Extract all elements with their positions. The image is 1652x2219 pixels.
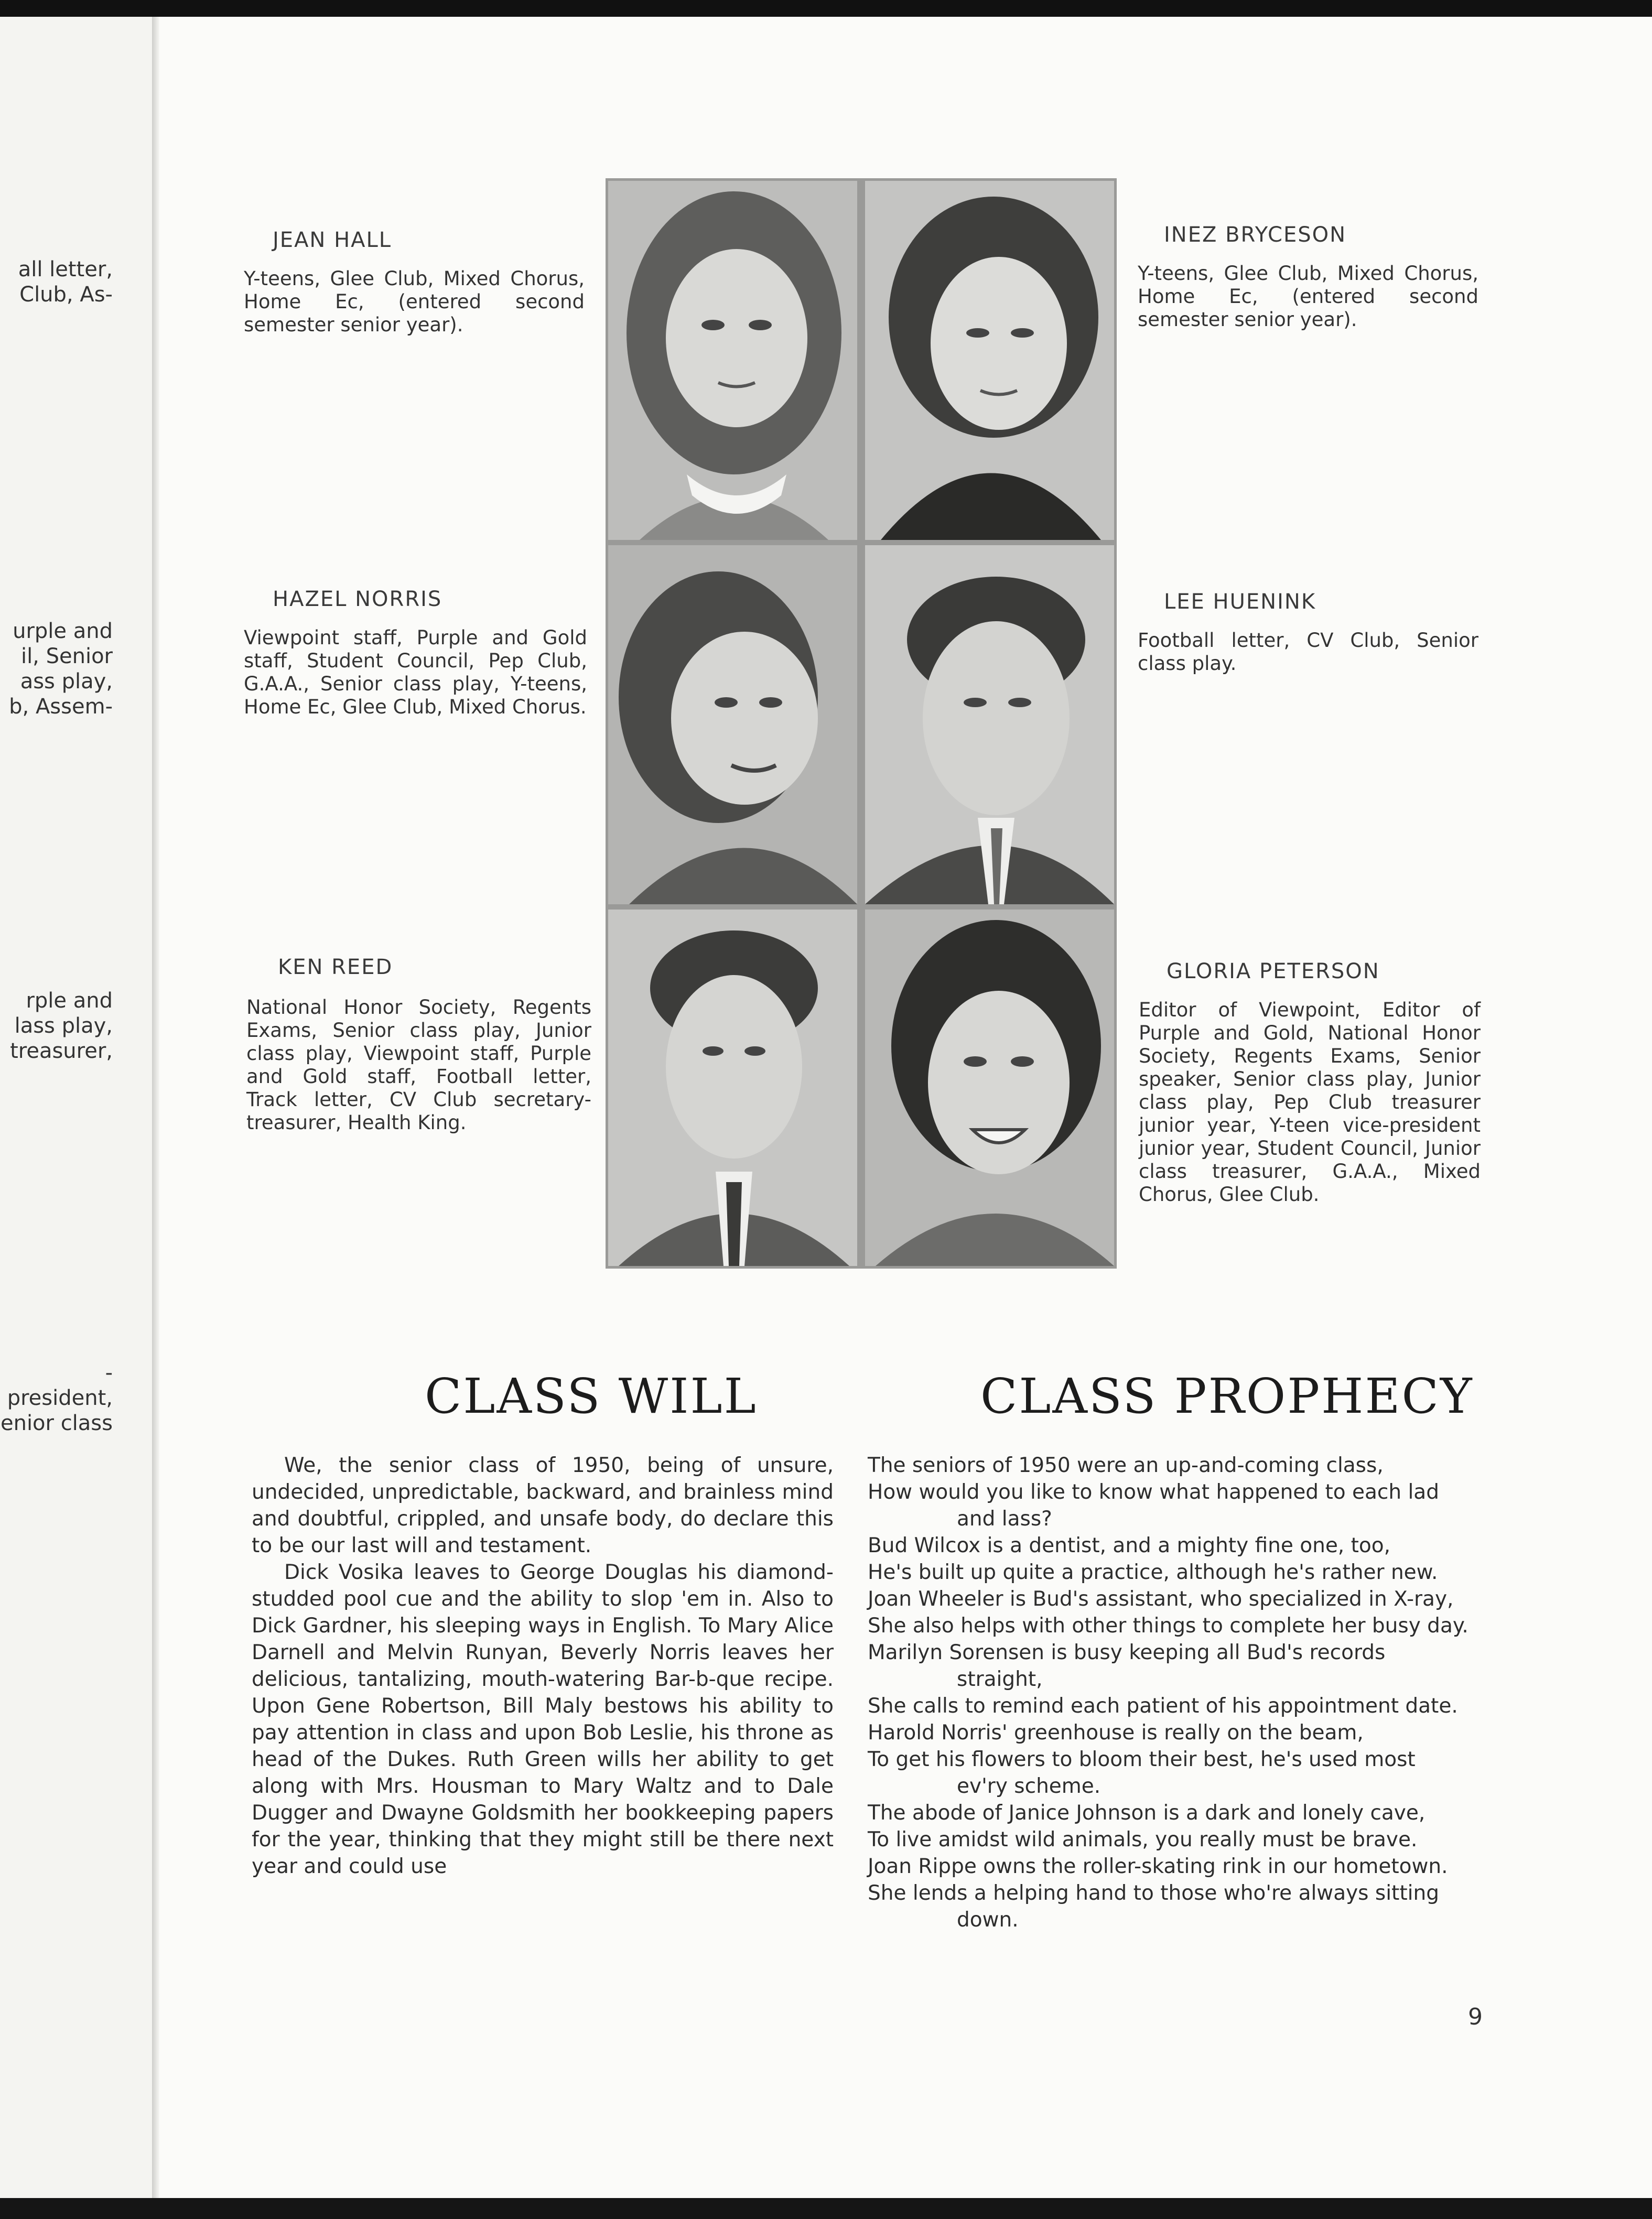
page-gutter bbox=[152, 17, 159, 2198]
prophecy-line: She also helps with other things to complete her busy day. bbox=[868, 1614, 1469, 1638]
senior-activities-hazel-norris: Viewpoint staff, Purple and Gold staff, Student Council, Pep Club, G.A.A., Senior class play, Y-teens, Home Ec, Glee Club, Mixed Chorus. bbox=[244, 626, 587, 718]
prophecy-line: and lass? bbox=[957, 1507, 1052, 1531]
prophecy-line: down. bbox=[957, 1908, 1019, 1932]
prophecy-line: She calls to remind each patient of his appointment date. bbox=[868, 1694, 1458, 1718]
prophecy-line: Bud Wilcox is a dentist, and a mighty fine one, too, bbox=[868, 1534, 1391, 1557]
facing-page-fragment-1: all letter, Club, As- bbox=[18, 257, 113, 307]
senior-name-hazel-norris: HAZEL NORRIS bbox=[273, 587, 442, 611]
portrait-ken-reed bbox=[608, 910, 857, 1266]
senior-activities-jean-hall: Y-teens, Glee Club, Mixed Chorus, Home Ec, (entered second semester senior year). bbox=[244, 267, 585, 336]
facing-page bbox=[0, 17, 155, 2198]
senior-name-gloria-peterson: GLORIA PETERSON bbox=[1167, 959, 1380, 983]
class-prophecy-text bbox=[868, 1452, 1486, 1933]
class-will-heading: CLASS WILL bbox=[425, 1368, 758, 1424]
senior-activities-lee-huenink: Football letter, CV Club, Senior class play. bbox=[1138, 629, 1478, 675]
portrait-inez-bryceson bbox=[865, 181, 1114, 540]
prophecy-line: Marilyn Sorensen is busy keeping all Bud's records bbox=[868, 1641, 1386, 1664]
prophecy-line: To live amidst wild animals, you really must be brave. bbox=[868, 1828, 1418, 1852]
prophecy-line: straight, bbox=[957, 1668, 1043, 1691]
portrait-gloria-peterson bbox=[865, 910, 1114, 1266]
senior-name-inez-bryceson: INEZ BRYCESON bbox=[1164, 223, 1347, 247]
portrait-jean-hall bbox=[608, 181, 857, 540]
prophecy-line: How would you like to know what happened to each lad bbox=[868, 1480, 1439, 1504]
senior-name-jean-hall: JEAN HALL bbox=[273, 228, 392, 252]
class-will-text bbox=[252, 1452, 834, 1880]
portrait-hazel-norris bbox=[608, 545, 857, 904]
page-number: 9 bbox=[1468, 2004, 1483, 2030]
prophecy-line: The seniors of 1950 were an up-and-coming class, bbox=[868, 1454, 1384, 1477]
prophecy-line: ev'ry scheme. bbox=[957, 1774, 1101, 1798]
facing-page-fragment-2: urple and il, Senior ass play, b, Assem- bbox=[9, 619, 113, 719]
prophecy-line: He's built up quite a practice, although he's rather new. bbox=[868, 1561, 1438, 1584]
top-edge bbox=[0, 0, 1652, 17]
class-will-paragraph: We, the senior class of 1950, being of unsure, undecided, unpredictable, backward, and brainless mind and doubtful, crippled, and unsafe body, do declare this to be our last will and testament. bbox=[252, 1454, 834, 1557]
senior-activities-inez-bryceson: Y-teens, Glee Club, Mixed Chorus, Home Ec, (entered second semester senior year). bbox=[1138, 262, 1478, 331]
prophecy-line: She lends a helping hand to those who're always sitting bbox=[868, 1881, 1439, 1905]
senior-activities-gloria-peterson: Editor of Viewpoint, Editor of Purple and Gold, National Honor Society, Regents Exams, Senior speaker, Senior class play, Junior class play, Pep Club treasurer junior year, Y-teen vice-president junior year, Student Council, Junior class treasurer, G.A.A., Mixed Chorus, Glee Club. bbox=[1139, 999, 1481, 1206]
senior-activities-ken-reed: National Honor Society, Regents Exams, Senior class play, Junior class play, Viewpoint staff, Purple and Gold staff, Football letter, Track letter, CV Club secretary-treasurer, Health King. bbox=[246, 996, 591, 1134]
prophecy-line: The abode of Janice Johnson is a dark and lonely cave, bbox=[868, 1801, 1426, 1825]
prophecy-line: Harold Norris' greenhouse is really on the beam, bbox=[868, 1721, 1364, 1745]
facing-page-fragment-4: -president, enior class bbox=[0, 1361, 113, 1435]
prophecy-line: Joan Wheeler is Bud's assistant, who specialized in X-ray, bbox=[868, 1587, 1454, 1611]
prophecy-line: Joan Rippe owns the roller-skating rink in our hometown. bbox=[868, 1855, 1448, 1878]
portrait-lee-huenink bbox=[865, 545, 1114, 904]
bottom-edge bbox=[0, 2198, 1652, 2219]
prophecy-line: To get his flowers to bloom their best, he's used most bbox=[868, 1748, 1416, 1771]
facing-page-fragment-3: rple and lass play, treasurer, bbox=[10, 989, 113, 1063]
senior-name-ken-reed: KEN REED bbox=[278, 955, 393, 979]
class-prophecy-heading: CLASS PROPHECY bbox=[980, 1368, 1474, 1424]
portrait-grid bbox=[606, 178, 1117, 1269]
senior-name-lee-huenink: LEE HUENINK bbox=[1164, 590, 1316, 614]
class-will-paragraph: Dick Vosika leaves to George Douglas his diamond-studded pool cue and the ability to slop 'em in. Also to Dick Gardner, his sleeping ways in English. To Mary Alice Darnell and Melvin Runyan, Beverly Norris leaves her delicious, tantalizing, mouth-watering Bar-b-que recipe. Upon Gene Robertson, Bill Maly bestows his ability to pay attention in class and upon Bob Leslie, his throne as head of the Dukes. Ruth Green wills her ability to get along with Mrs. Housman to Mary Waltz and to Dale Dugger and Dwayne Goldsmith her bookkeeping papers for the year, thinking that they might still be there next year and could use bbox=[252, 1561, 834, 1878]
